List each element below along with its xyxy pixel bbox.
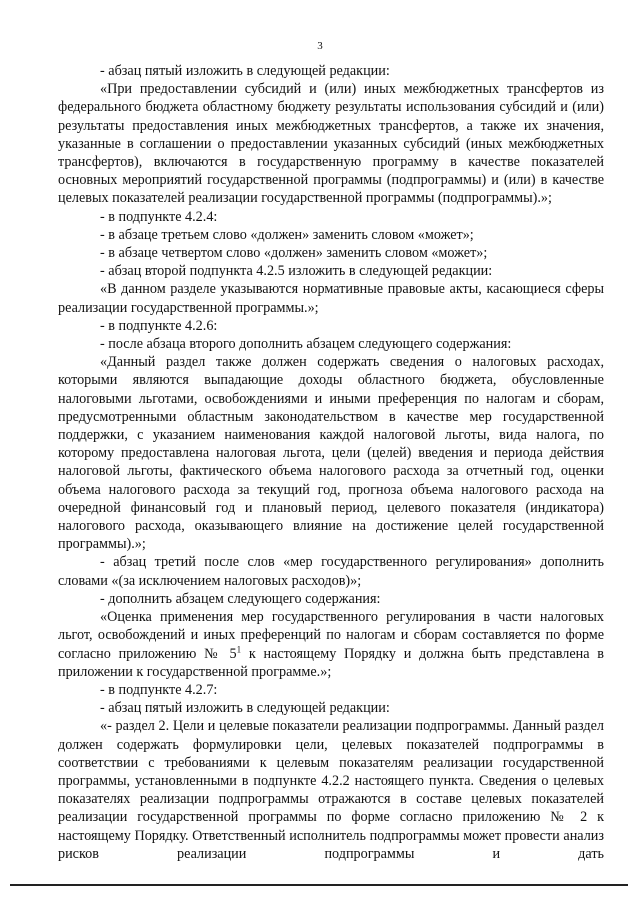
paragraph: - дополнить абзацем следующего содержания:	[100, 590, 381, 607]
paragraph: «При предоставлении субсидий и (или) иных межбюджетных трансфертов из федерального бюджета областному бюджету результаты использования субсидий и (или) результаты предоставления иных межбюджетных трансфертов, а также их значения, указанные в соглашении о предоставлении указанных субсидий (иных межбюджетных трансфертов), включаются в государственную программу в качестве показателей основных мероприятий государственной программы (подпрограммы) и (или) в качестве целевых показателей реализации государственной программы (подпрограммы).»;	[58, 81, 604, 207]
paragraph-text: «Оценка применения мер государственного регулирования в части налоговых льгот, освобождений и иных преференций по налогам и сборам составляется по форме согласно приложению № 5	[58, 609, 604, 662]
paragraph: «В данном разделе указываются нормативные правовые акты, касающиеся сферы реализации государственной программы.»;	[58, 281, 604, 316]
bottom-rule	[10, 884, 628, 886]
paragraph: - абзац пятый изложить в следующей редакции:	[100, 700, 390, 717]
paragraph: - абзац второй подпункта 4.2.5 изложить в следующей редакции:	[100, 263, 493, 280]
paragraph: «- раздел 2. Цели и целевые показатели реализации подпрограммы. Данный раздел должен содержать формулировки цели, целевых показателей подпрограммы в соответствии с требованиями к целевым показателям реализации государственной программы, установленными в подпункте 4.2.2 настоящего пункта. Сведения о целевых показателях реализации подпрограммы отражаются в составе целевых показателей реализации государственной программы по форме согласно приложению № 2 к настоящему Порядку. Ответственный исполнитель подпрограммы может провести анализ рисков реализации подпрограммы и дать	[58, 718, 604, 862]
document-body	[58, 62, 604, 863]
paragraph: - в абзаце третьем слово «должен» заменить словом «может»;	[100, 226, 474, 243]
paragraph: - в подпункте 4.2.4:	[100, 208, 218, 225]
page-number: 3	[317, 40, 323, 52]
paragraph: - в подпункте 4.2.6:	[100, 317, 218, 334]
paragraph: - в подпункте 4.2.7:	[100, 681, 218, 698]
superscript: 1	[236, 643, 242, 654]
paragraph: - абзац пятый изложить в следующей редакции:	[100, 63, 390, 79]
paragraph: - после абзаца второго дополнить абзацем следующего содержания:	[100, 336, 512, 353]
paragraph-text: к настоящему Порядку и должна быть представлена в приложении к государственной программе.»;	[58, 645, 604, 680]
paragraph: - в абзаце четвертом слово «должен» заменить словом «может»;	[100, 245, 488, 262]
paragraph	[58, 608, 604, 681]
paragraph: - абзац третий после слов «мер государственного регулирования» дополнить словами «(за исключением налоговых расходов)»;	[58, 554, 604, 589]
paragraph: «Данный раздел также должен содержать сведения о налоговых расходах, которыми являются выпадающие доходы областного бюджета, обусловленные налоговыми льготами, освобождениями и иными преференция по налогам и сборам, предусмотренными областным законодательством в качестве мер государственной поддержки, с указанием наименования каждой налоговой льготы, вида налога, по которому предоставлена налоговая льгота, цели (целей) введения и периода действия налоговой льготы, фактического объема налогового расхода за отчетный год, оценки объема налогового расхода за текущий год, прогноза объема налогового расхода на очередной финансовый год и плановый период, целевого показателя (индикатора) налогового расхода, оказывающего влияние на достижение целей государственной программы).»;	[58, 354, 604, 553]
